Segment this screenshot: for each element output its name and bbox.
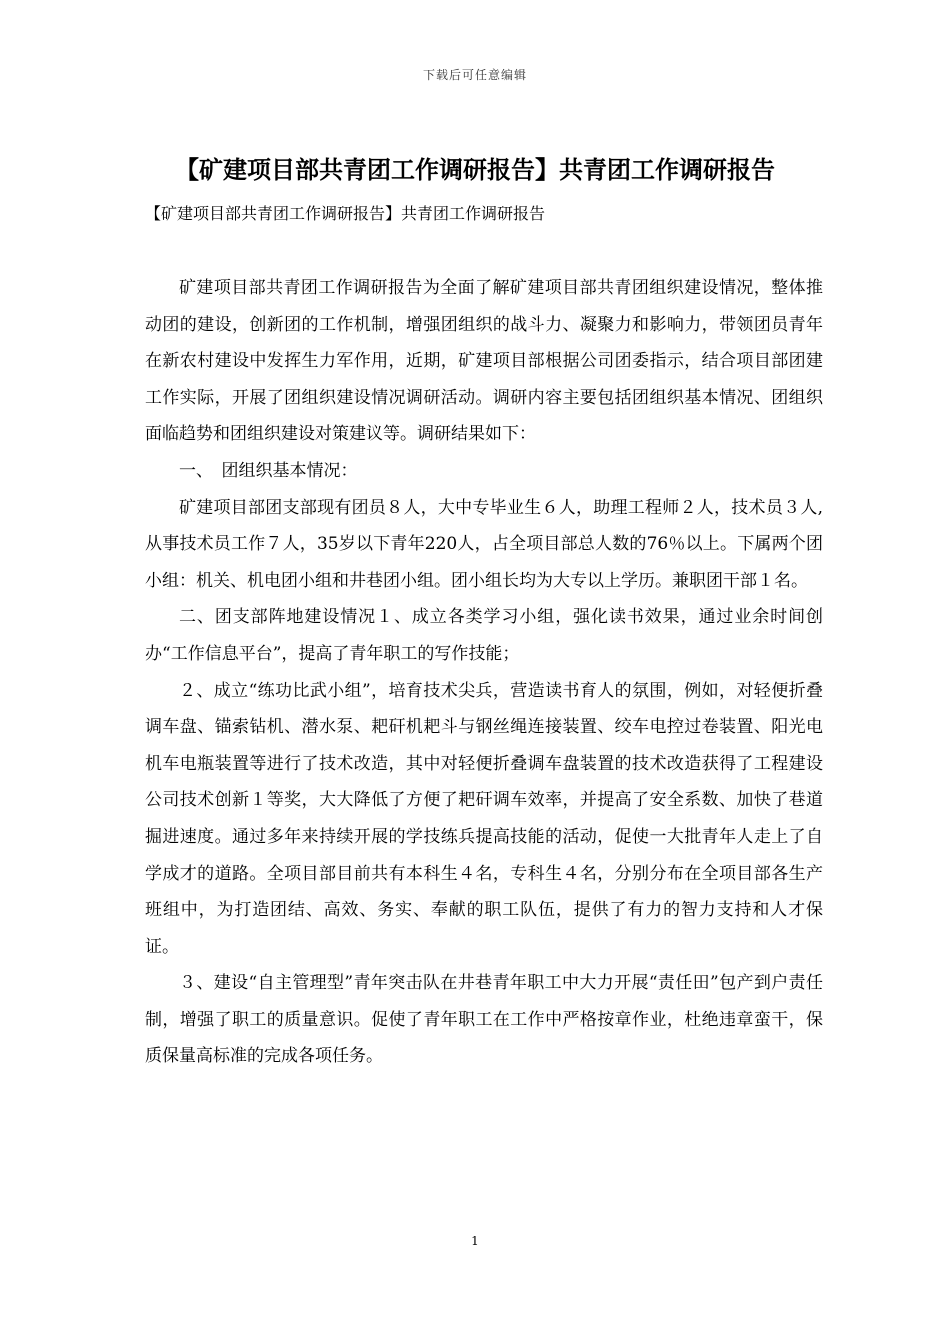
paragraph-item-2: ２、成立“练功比武小组”，培育技术尖兵，营造读书育人的氛围，例如，对轻便折叠调车盘、锚索钻机、潜水泵、耙矸机耙斗与钢丝绳连接装置、绞车电控过卷装置、阳光电机车电瓶装置等进行了技术改造，其中对轻便折叠调车盘装置的技术改造获得了工程建设公司技术创新１等奖，大大降低了方便了耙矸调车效率，并提高了安全系数、加快了巷道掘进速度。通过多年来持续开展的学技练兵提高技能的活动，促使一大批青年人走上了自学成才的道路。全项目部目前共有本科生４名，专科生４名，分别分布在全项目部各生产班组中，为打造团结、高效、务实、奉献的职工队伍，提供了有力的智力支持和人才保证。 (145, 680, 823, 957)
document-body (145, 270, 823, 1075)
paragraph-section-2: 二、团支部阵地建设情况１、成立各类学习小组，强化读书效果，通过业余时间创办“工作信息平台”，提高了青年职工的写作技能； (145, 607, 823, 664)
paragraph-item-3: ３、建设“自主管理型”青年突击队在井巷青年职工中大力开展“责任田”包产到户责任制，增强了职工的质量意识。促使了青年职工在工作中严格按章作业，杜绝违章蛮干，保质保量高标准的完成各项任务。 (145, 973, 823, 1067)
document-title: 【矿建项目部共青团工作调研报告】共青团工作调研报告 (175, 155, 775, 184)
header-note: 下载后可任意编辑 (422, 68, 527, 82)
page-number: 1 (471, 1234, 479, 1248)
paragraph-basic-info: 矿建项目部团支部现有团员８人，大中专毕业生６人，助理工程师２人，技术员３人,从事技术员工作７人，35岁以下青年220人，占全项目部总人数的76％以上。下属两个团小组：机关、机电团小组和井巷团小组。团小组长均为大专以上学历。兼职团干部１名。 (145, 497, 823, 591)
document-subtitle: 【矿建项目部共青团工作调研报告】共青团工作调研报告 (145, 204, 546, 223)
paragraph-section-1-heading: 一、 团组织基本情况： (179, 460, 358, 481)
paragraph-intro: 矿建项目部共青团工作调研报告为全面了解矿建项目部共青团组织建设情况，整体推动团的建设，创新团的工作机制，增强团组织的战斗力、凝聚力和影响力，带领团员青年在新农村建设中发挥生力军作用，近期，矿建项目部根据公司团委指示，结合项目部团建工作实际，开展了团组织建设情况调研活动。调研内容主要包括团组织基本情况、团组织面临趋势和团组织建设对策建议等。调研结果如下： (145, 278, 823, 445)
